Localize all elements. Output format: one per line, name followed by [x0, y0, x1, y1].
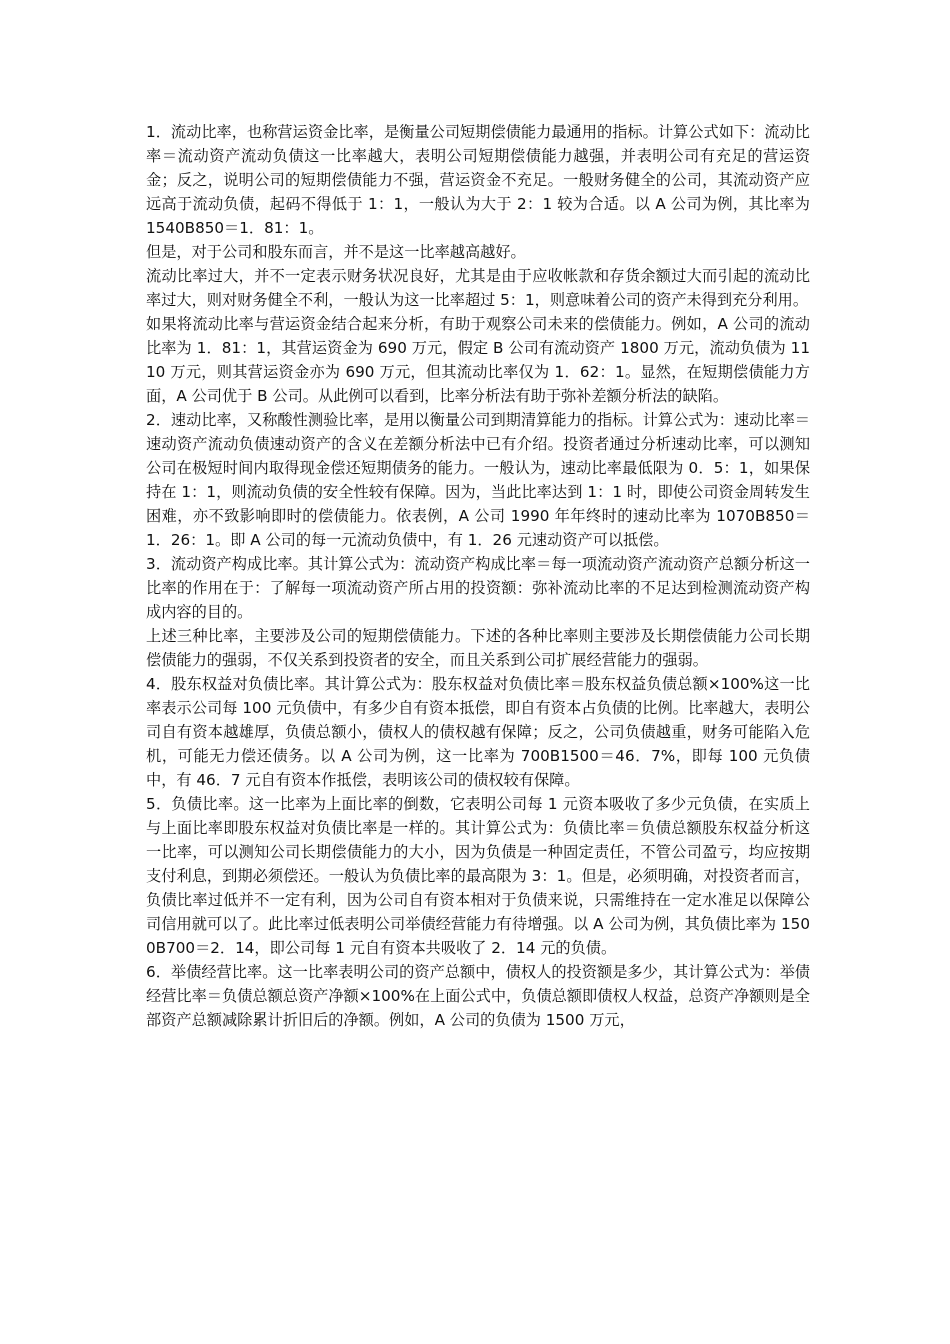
paragraph-not-higher-better: 但是，对于公司和股东而言，并不是这一比率越高越好。: [146, 243, 526, 261]
paragraph-working-capital-analysis: 如果将流动比率与营运资金结合起来分析，有助于观察公司未来的偿债能力。例如，A 公司的流动比率为 1．81：1，其营运资金为 690 万元，假定 B 公司有流动资产 1800 万元，流动负债为 1110 万元，则其营运资金亦为 690 万元，但其流动比率仅为 1．62：1。显然，在短期偿债能力方面，A 公司优于 B 公司。从此例可以看到，比率分析法有助于弥补差额分析法的缺陷。: [146, 315, 810, 405]
paragraph-equity-to-debt-ratio: 4．股东权益对负债比率。其计算公式为：股东权益对负债比率＝股东权益负债总额×100%这一比率表示公司每 100 元负债中，有多少自有资本抵偿，即自有资本占负债的比例。比率越大，表明公司自有资本越雄厚，负债总额小，债权人的债权越有保障；反之，公司负债越重，财务可能陷入危机，可能无力偿还债务。以 A 公司为例，这一比率为 700B1500＝46．7%，即每 100 元负债中，有 46．7 元自有资本作抵偿，表明该公司的债权较有保障。: [146, 675, 810, 789]
paragraph-debt-ratio: 5．负债比率。这一比率为上面比率的倒数，它表明公司每 1 元资本吸收了多少元负债，在实质上与上面比率即股东权益对负债比率是一样的。其计算公式为：负债比率＝负债总额股东权益分析这一比率，可以测知公司长期偿债能力的大小，因为负债是一种固定责任，不管公司盈亏，均应按期支付利息，到期必须偿还。一般认为负债比率的最高限为 3：1。但是，必须明确，对投资者而言，负债比率过低并不一定有利，因为公司自有资本相对于负债来说，只需维持在一定水准足以保障公司信用就可以了。此比率过低表明公司举债经营能力有待增强。以 A 公司为例，其负债比率为 1500B700＝2．14，即公司每 1 元自有资本共吸收了 2．14 元的负债。: [146, 795, 810, 957]
paragraph-ratio-too-large: 流动比率过大，并不一定表示财务状况良好，尤其是由于应收帐款和存货余额过大而引起的流动比率过大，则对财务健全不利，一般认为这一比率超过 5：1，则意味着公司的资产未得到充分利用。: [146, 267, 810, 309]
document-body: [146, 120, 810, 1032]
paragraph-current-ratio: 1．流动比率，也称营运资金比率，是衡量公司短期偿债能力最通用的指标。计算公式如下：流动比率＝流动资产流动负债这一比率越大，表明公司短期偿债能力越强，并表明公司有充足的营运资金；反之，说明公司的短期偿债能力不强，营运资金不充足。一般财务健全的公司，其流动资产应远高于流动负债，起码不得低于 1：1，一般认为大于 2：1 较为合适。以 A 公司为例，其比率为 1540B850＝1．81：1。: [146, 123, 810, 237]
paragraph-long-term-solvency-intro: 上述三种比率，主要涉及公司的短期偿债能力。下述的各种比率则主要涉及长期偿债能力公司长期偿债能力的强弱，不仅关系到投资者的安全，而且关系到公司扩展经营能力的强弱。: [146, 627, 810, 669]
paragraph-quick-ratio: 2．速动比率，又称酸性测验比率，是用以衡量公司到期清算能力的指标。计算公式为：速动比率＝速动资产流动负债速动资产的含义在差额分析法中已有介绍。投资者通过分析速动比率，可以测知公司在极短时间内取得现金偿还短期债务的能力。一般认为，速动比率最低限为 0．5：1，如果保持在 1：1，则流动负债的安全性较有保障。因为，当此比率达到 1：1 时，即使公司资金周转发生困难，亦不致影响即时的偿债能力。依表例，A 公司 1990 年年终时的速动比率为 1070B850＝1．26：1。即 A 公司的每一元流动负债中，有 1．26 元速动资产可以抵偿。: [146, 411, 810, 549]
paragraph-current-asset-composition: 3．流动资产构成比率。其计算公式为：流动资产构成比率＝每一项流动资产流动资产总额分析这一比率的作用在于：了解每一项流动资产所占用的投资额：弥补流动比率的不足达到检测流动资产构成内容的目的。: [146, 555, 810, 621]
paragraph-leverage-ratio: 6．举债经营比率。这一比率表明公司的资产总额中，债权人的投资额是多少，其计算公式为：举债经营比率＝负债总额总资产净额×100%在上面公式中，负债总额即债权人权益，总资产净额则是全部资产总额减除累计折旧后的净额。例如，A 公司的负债为 1500 万元，: [146, 963, 810, 1029]
